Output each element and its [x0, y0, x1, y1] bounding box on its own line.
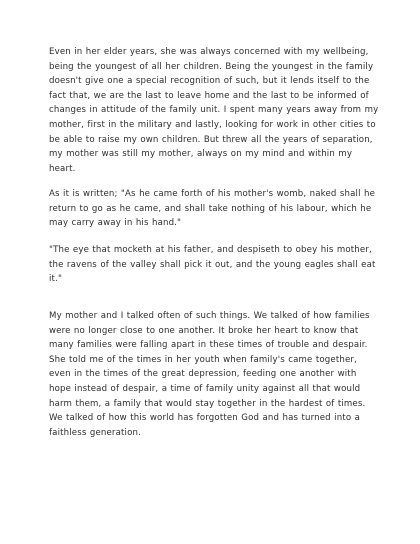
paragraph-scripture-quote-1: As it is written; "As he came forth of his mother's womb, naked shall he return to go as he came, and shall take nothing of his labour, which he may carry away in his hand."	[49, 189, 376, 229]
paragraph-scripture-quote-2: "The eye that mocketh at his father, and despiseth to obey his mother, the ravens of the valley shall pick it out, and the young eagles shall eat it."	[49, 245, 376, 285]
paragraph-mother-wellbeing: Even in her elder years, she was always concerned with my wellbeing, being the youngest of all her children. Being the youngest in the family doesn't give one a special recognition of such, but it lends itself to the fact that, we are the last to leave home and the last to be informed of changes in attitude of the family unit. I spent many years away from my mother, first in the military and lastly, looking for work in other cities to be able to raise my own children. But threw all the years of separation, my mother was still my mother, always on my mind and within my heart.	[49, 47, 379, 174]
paragraph-talks-with-mother: My mother and I talked often of such things. We talked of how families were no longer close to one another. It broke her heart to know that many families were falling apart in these times of trouble and despair. She told me of the times in her youth when family's came together, even in the times of the great depression, feeding one another with hope instead of despair, a time of family unity against all that would harm them, a family that would stay together in the hardest of times. We talked of how this world has forgotten God and has turned into a faithless generation.	[49, 311, 370, 438]
